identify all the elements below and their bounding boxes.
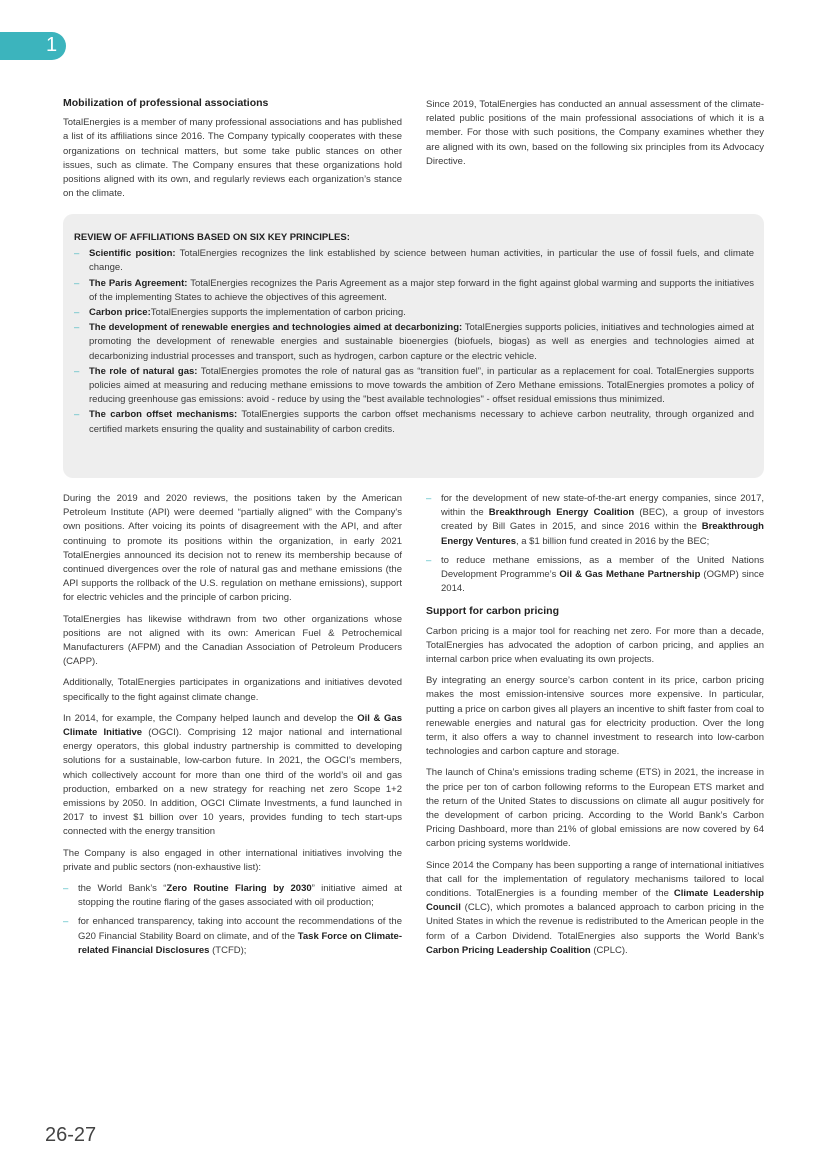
review-affiliations-box xyxy=(63,214,764,478)
carbon-pricing-title: Support for carbon pricing xyxy=(426,605,559,618)
carbon-paragraph: Carbon pricing is a major tool for reaching net zero. For more than a decade, TotalEnergies has advocated the adoption of carbon pricing, and applies an internal carbon price when evaluating its own projects. xyxy=(426,625,764,666)
list-item: – for the development of new state-of-the-art energy companies, since 2017, within the Breakthrough Energy Coalition (BEC), a group of investors created by Bill Gates in 2015, and since 2016 within the Breakthrough Energy Ventures, a $1 billion fund created in 2016 by the BEC; xyxy=(426,492,764,549)
page-numbers: 26-27 xyxy=(45,1124,97,1146)
mobilization-paragraph: TotalEnergies is a member of many professional associations and has published a list of its affiliations since 2016. The Company typically cooperates with these organizations on technical matters, but some take public stances on other issues, such as climate. The Company ensures that these organizations hold positions aligned with its own, and regularly reviews each organization’s stance on the climate. xyxy=(63,117,402,200)
right-column xyxy=(426,492,764,965)
principle-label: The Paris Agreement: xyxy=(89,277,188,289)
principle-text: TotalEnergies promotes the role of natural gas as “transition fuel”, in particular as a replacement for coal. TotalEnergies supports policies aimed at measuring and reducing methane emissions to move towards the ambition of Zero Methane emissions. TotalEnergies promotes a policy of reducing greenhouse gas emissions: avoid - reduce by using the "best available technologies" - offset residual emissions thus minimized. xyxy=(89,365,754,406)
initiatives-list-continued xyxy=(426,492,764,596)
assessment-paragraph: Since 2019, TotalEnergies has conducted an annual assessment of the climate-related public positions of the main professional associations of which it is a member. For those with such positions, the Company examines whether they are aligned with its own, based on the following six principles from its Advocacy Directive. xyxy=(426,99,764,167)
chapter-number: 1 xyxy=(46,34,58,56)
assessment-section xyxy=(426,98,764,176)
ogci-paragraph: In 2014, for example, the Company helped launch and develop the Oil & Gas Climate Initiative (OGCI). Comprising 12 major national and international energy operators, this global industry partnership is committed to developing solutions for a sustainable, low-carbon future. In 2021, the OGCI’s members, which collectively account for more than one third of the world’s oil and gas production, embarked on a new strategy for reaching net zero Scope 1+2 emissions by 2050. In addition, OGCI Climate Investments, a fund launched in 2017 to invest $1 billion over 10 years, provides funding to tech start-ups connected with the energy transition xyxy=(63,712,402,838)
principle-text: TotalEnergies recognizes the Paris Agreement as a major step forward in the fight against global warming and supports the initiatives of the implementing States to achieve the objectives of this agreement. xyxy=(89,277,754,303)
principles-list xyxy=(74,247,754,437)
principle-item xyxy=(74,321,754,364)
principle-label: The role of natural gas: xyxy=(89,365,198,377)
principle-item xyxy=(74,306,754,320)
principle-label: Scientific position: xyxy=(89,248,176,260)
mobilization-section xyxy=(63,96,402,208)
list-item: – to reduce methane emissions, as a member of the United Nations Development Programme’s Oil & Gas Methane Partnership (OGMP) since 2014. xyxy=(426,554,764,597)
principle-label: The carbon offset mechanisms: xyxy=(89,409,238,421)
principle-text: TotalEnergies supports policies, initiatives and technologies aimed at promoting the development of renewable energies and sustainable bioenergies (biofuels, biogas) as well as energies and technologies aimed at decarbonizing industrial processes and transport, such as hydrogen, carbon capture or the electric vehicle. xyxy=(89,322,754,362)
initiatives-paragraph: Additionally, TotalEnergies participates in organizations and initiatives devoted specifically to the fight against climate change. xyxy=(63,677,402,703)
initiatives-list xyxy=(63,882,402,958)
withdrawn-paragraph: TotalEnergies has likewise withdrawn from two other organizations whose positions are not aligned with its own: American Fuel & Petrochemical Manufacturers (AFPM) and the Canadian Association of Petroleum Producers (CAPP). xyxy=(63,613,402,668)
ogci-link-text: Oil & Gas Climate Initiative xyxy=(63,712,402,739)
review-box-title: REVIEW OF AFFILIATIONS BASED ON SIX KEY PRINCIPLES: xyxy=(74,232,350,243)
principle-label: The development of renewable energies and technologies aimed at decarbonizing: xyxy=(89,322,463,334)
principle-label: Carbon price: xyxy=(89,307,151,319)
principle-item xyxy=(74,365,754,408)
principle-text: TotalEnergies recognizes the link established by science between human activities, in particular the use of fossil fuels, and climate change. xyxy=(89,248,754,274)
carbon-paragraph: Since 2014 the Company has been supporting a range of international initiatives that call for the implementation of regulatory mechanisms tailored to local conditions. TotalEnergies is a founding member of the Climate Leadership Council (CLC), which promotes a balanced approach to carbon pricing in the United States in which the revenue is redistributed to the American people in the form of a Carbon Dividend. TotalEnergies also supports the World Bank’s Carbon Pricing Leadership Coalition (CPLC). xyxy=(426,859,764,956)
api-paragraph: During the 2019 and 2020 reviews, the positions taken by the American Petroleum Institute (API) were deemed “partially aligned” with the Company's own positions. After voicing its points of disagreement with the API, and after continuing to promote its positions within the organization, in early 2021 TotalEnergies announced its decision not to renew its membership because of continued divergences over the role of natural gas and methane emissions (the API supports the rollback of the U.S. regulation on methane emissions), support for electric vehicles and the principle of carbon pricing. xyxy=(63,493,402,604)
list-item: – for enhanced transparency, taking into account the recommendations of the G20 Financial Stability Board on climate, and of the Task Force on Climate-related Financial Disclosures (TCFD); xyxy=(63,915,402,958)
chapter-tab xyxy=(0,32,66,60)
principle-text: TotalEnergies supports the implementation of carbon pricing. xyxy=(150,307,406,319)
principle-item xyxy=(74,408,754,436)
engagement-paragraph: The Company is also engaged in other international initiatives involving the private and public sectors (non-exhaustive list): xyxy=(63,847,402,873)
mobilization-title: Mobilization of professional associations xyxy=(63,97,269,109)
list-item: – the World Bank’s “Zero Routine Flaring by 2030” initiative aimed at stopping the routine flaring of the gases associated with oil production; xyxy=(63,882,402,910)
carbon-paragraph: The launch of China’s emissions trading scheme (ETS) in 2021, the increase in the price per ton of carbon following reforms to the European ETS market and the return of the United States to discussions on climate all augur positively for the development of carbon pricing. According to the World Bank’s Carbon Pricing Dashboard, more than 21% of global emissions are now covered by 64 carbon pricing systems worldwide. xyxy=(426,767,764,850)
principle-item xyxy=(74,277,754,305)
left-column xyxy=(63,492,402,963)
principle-text: TotalEnergies supports the carbon offset mechanisms necessary to achieve carbon neutrality, through organized and certified markets ensuring the quality and sustainability of carbon credits. xyxy=(89,409,754,435)
carbon-paragraph: By integrating an energy source’s carbon content in its price, carbon pricing makes the most emission-intensive sources more expensive. In particular, putting a price on carbon gives all players an incentive to shift faster from coal to renewable energies and natural gas for electricity production. Over the long term, it also offers a way to channel investment to research into low-carbon technologies and carbon capture and storage. xyxy=(426,675,764,758)
principle-item xyxy=(74,247,754,275)
